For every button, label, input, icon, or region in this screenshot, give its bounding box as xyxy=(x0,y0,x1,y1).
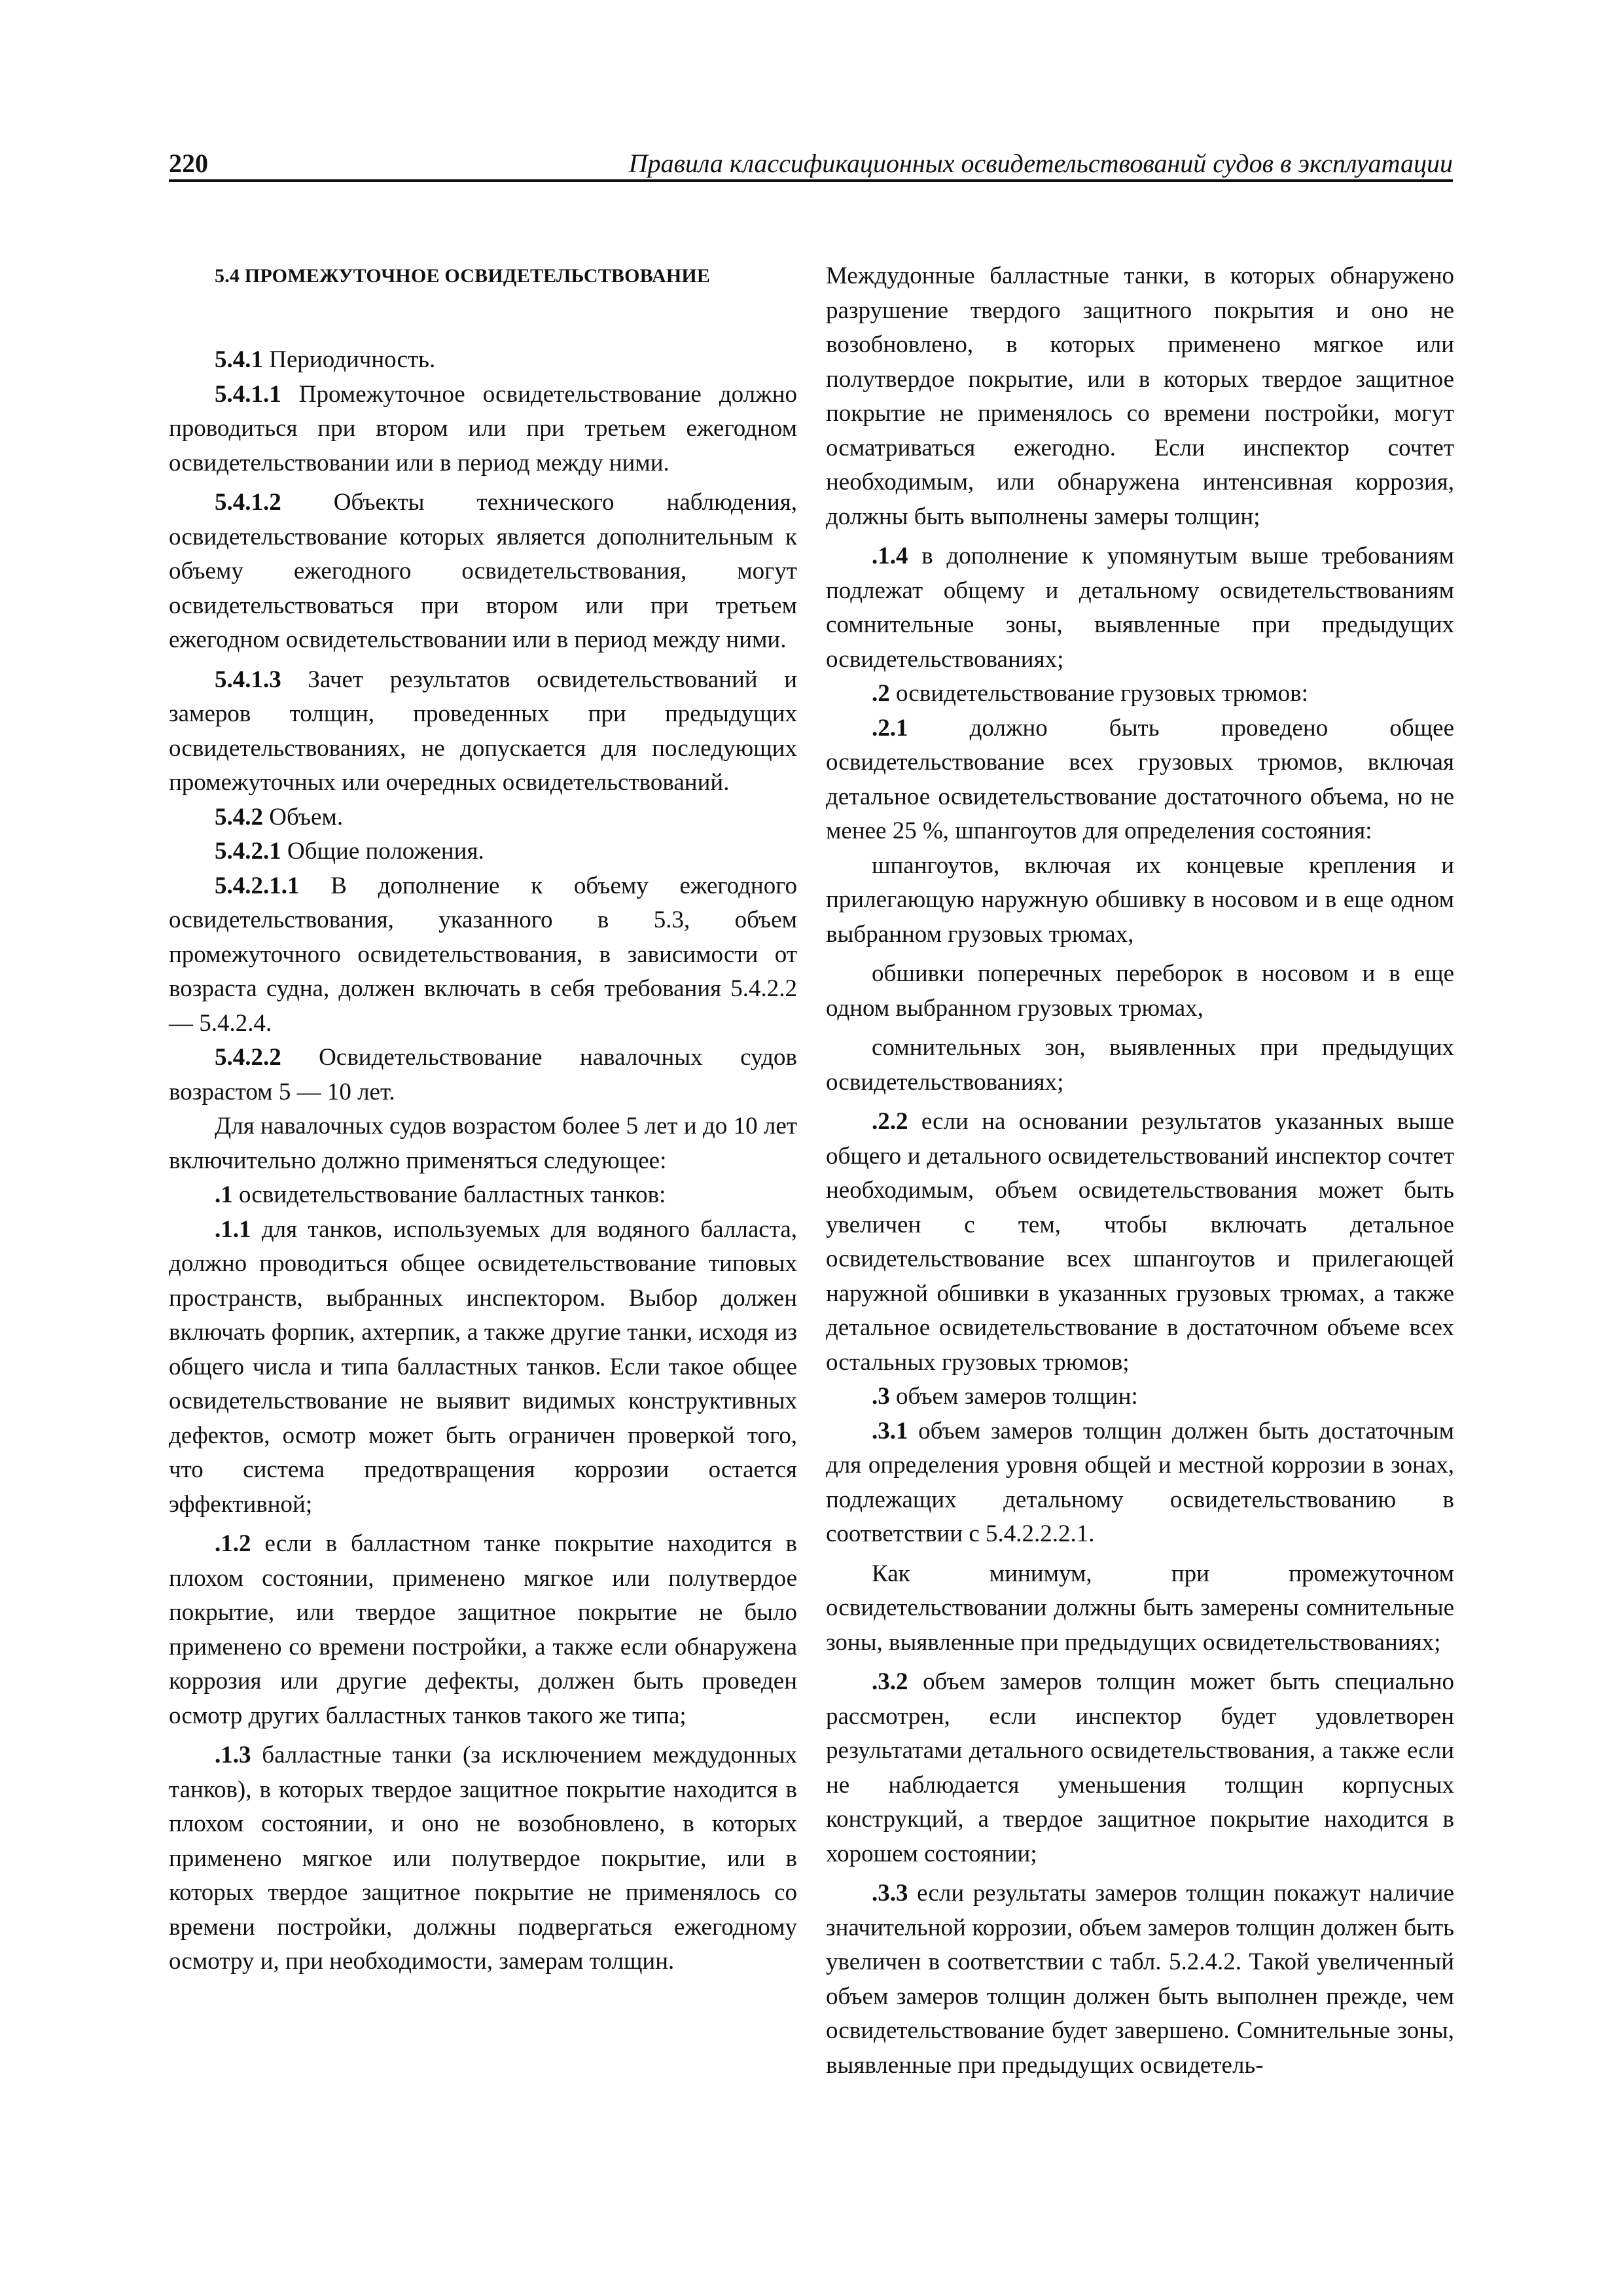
right-column xyxy=(826,259,1454,2083)
paragraph: .3 объем замеров толщин: xyxy=(872,1383,1138,1410)
paragraph: Междудонные балластные танки, в которых обнаружено разрушение твердого защитного покрытия и оно не возобновлено, в которых применено мягкое или полутвердое покрытие, или в которых твердое защитное покрытие не применялось со времени постройки, могут осматриваться ежегодно. Если инспектор сочтет необходимым, или обнаружена интенсивная коррозия, должны быть выполнены замеры толщин; xyxy=(826,262,1454,530)
paragraph: .3.1 объем замеров толщин должен быть достаточным для определения уровня общей и местной коррозии в зонах, подлежащих детальному освидетельствованию в соответствии с 5.4.2.2.2.1. xyxy=(826,1417,1454,1547)
paragraph: 5.4.1.3 Зачет результатов освидетельствований и замеров толщин, проведенных при предыдущих освидетельствованиях, не допускается для последующих промежуточных или очередных освидетельствований. xyxy=(169,666,797,796)
paragraph: Как минимум, при промежуточном освидетельствовании должны быть замерены сомнительные зоны, выявленные при предыдущих освидетельствованиях; xyxy=(826,1560,1454,1656)
paragraph: 5.4.2 Объем. xyxy=(215,803,344,831)
paragraph: 5.4.1 Периодичность. xyxy=(215,346,436,373)
paragraph: Для навалочных судов возрастом более 5 лет и до 10 лет включительно должно применяться следующее: xyxy=(169,1113,797,1174)
paragraph: .1.4 в дополнение к упомянутым выше требованиям подлежат общему и детальному освидетельствованиям сомнительные зоны, выявленные при предыдущих освидетельствованиях; xyxy=(826,543,1454,673)
paragraph: .2 освидетельствование грузовых трюмов: xyxy=(872,680,1308,707)
paragraph: 5.4.2.1.1 В дополнение к объему ежегодного освидетельствования, указанного в 5.3, объем промежуточного освидетельствования, в зависимости от возраста судна, должен включать в себя требования 5.4.2.2 — 5.4.2.4. xyxy=(169,872,797,1037)
paragraph: .1.3 балластные танки (за исключением междудонных танков), в которых твердое защитное покрытие находится в плохом состоянии, и оно не возобновлено, в которых применено мягкое или полутвердое покрытие, или в которых твердое защитное покрытие не применялось со времени постройки, должны подвергаться ежегодному осмотру и, при необходимости, замерам толщин. xyxy=(169,1742,797,1975)
paragraph: .2.2 если на основании результатов указанных выше общего и детального освидетельствований инспектор сочтет необходимым, объем освидетельствования может быть увеличен с тем, чтобы включать детальное освидетельствование всех шпангоутов и прилегающей наружной обшивки в указанных грузовых трюмах, а также детальное освидетельствование в достаточном объеме всех остальных грузовых трюмов; xyxy=(826,1108,1454,1376)
page-header xyxy=(169,145,1453,182)
paragraph: сомнительных зон, выявленных при предыдущих освидетельствованиях; xyxy=(826,1034,1454,1096)
paragraph: 5.4.1.2 Объекты технического наблюдения, освидетельствование которых является дополнительным к объему ежегодного освидетельствования, могут освидетельствоваться при втором или при третьем ежегодном освидетельствовании или в период между ними. xyxy=(169,489,797,653)
paragraph: 5.4.2.2 Освидетельствование навалочных судов возрастом 5 — 10 лет. xyxy=(169,1044,797,1105)
left-column xyxy=(169,259,797,1979)
paragraph: .1 освидетельствование балластных танков: xyxy=(215,1181,666,1208)
paragraph: .2.1 должно быть проведено общее освидетельствование всех грузовых трюмов, включая детальное освидетельствование достаточного объема, но не менее 25 %, шпангоутов для определения состояния: xyxy=(826,714,1454,844)
paragraph: .1.1 для танков, используемых для водяного балласта, должно проводиться общее освидетельствование типовых пространств, выбранных инспектором. Выбор должен включать форпик, ахтерпик, а также другие танки, исходя из общего числа и типа балластных танков. Если такое общее освидетельствование не выявит видимых конструктивных дефектов, осмотр может быть ограничен проверкой того, что система предотвращения коррозии остается эффективной; xyxy=(169,1215,797,1518)
paragraph: .1.2 если в балластном танке покрытие находится в плохом состоянии, применено мягкое или полутвердое покрытие, или твердое защитное покрытие не было применено со времени постройки, а также если обнаружена коррозия или другие дефекты, должен быть проведен осмотр других балластных танков такого же типа; xyxy=(169,1530,797,1729)
paragraph: 5.4.1.1 Промежуточное освидетельствование должно проводиться при втором или при третьем ежегодном освидетельствовании или в период между ними. xyxy=(169,380,797,476)
paragraph: обшивки поперечных переборок в носовом и в еще одном выбранном грузовых трюмах, xyxy=(826,960,1454,1022)
paragraph: .3.3 если результаты замеров толщин покажут наличие значительной коррозии, объем замеров толщин должен быть увеличен в соответствии с табл. 5.2.4.2. Такой увеличенный объем замеров толщин должен быть выполнен прежде, чем освидетельствование будет завершено. Сомнительные зоны, выявленные при предыдущих освидетель- xyxy=(826,1880,1454,2079)
section-title: 5.4 ПРОМЕЖУТОЧНОЕ ОСВИДЕТЕЛЬСТВОВАНИЕ xyxy=(215,265,711,287)
running-title: Правила классификационных освидетельствований судов в эксплуатации xyxy=(628,149,1453,178)
paragraph: .3.2 объем замеров толщин может быть специально рассмотрен, если инспектор будет удовлетворен результатами детального освидетельствования, а также если не наблюдается уменьшения толщин корпусных конструкций, а твердое защитное покрытие находится в хорошем состоянии; xyxy=(826,1668,1454,1867)
paragraph: шпангоутов, включая их концевые крепления и прилегающую наружную обшивку в носовом и в еще одном выбранном грузовых трюмах, xyxy=(826,852,1454,948)
page-number: 220 xyxy=(169,149,208,178)
paragraph: 5.4.2.1 Общие положения. xyxy=(215,838,484,865)
